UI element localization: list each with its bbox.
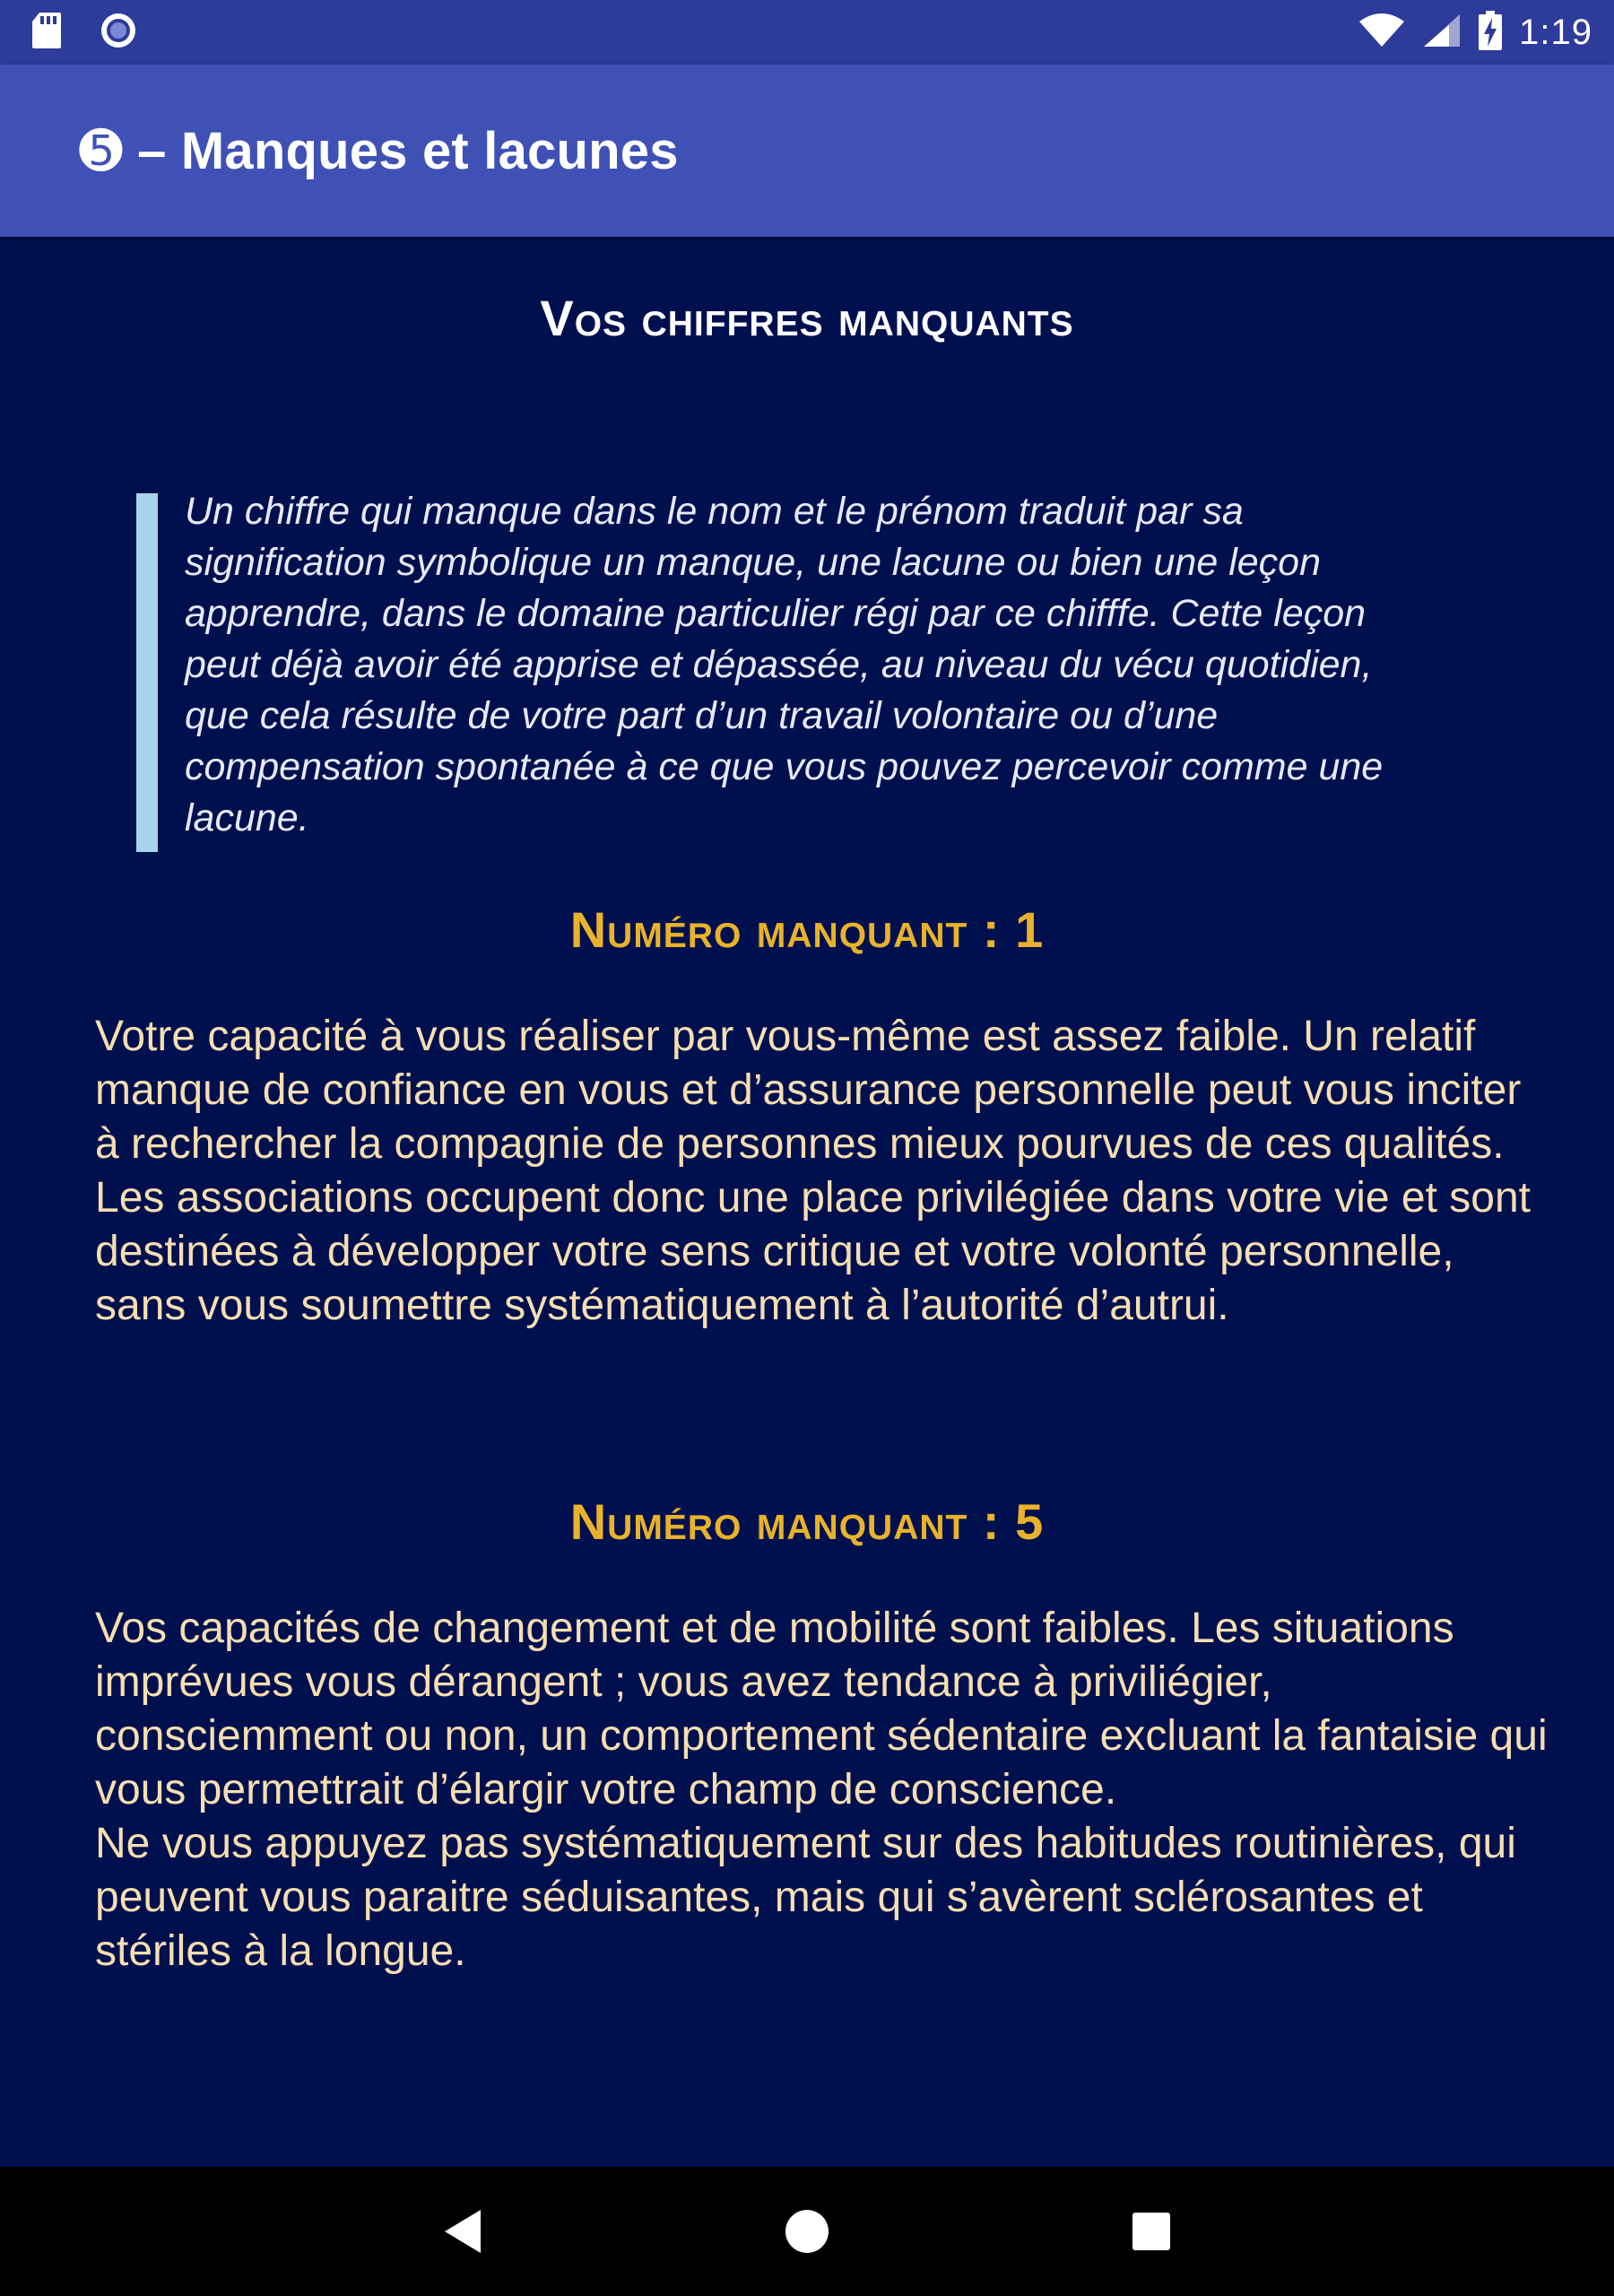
section-5-paragraph: Vos capacités de changement et de mobilité sont faibles. Les situations imprévues vous dérangent ; vous avez tendance à priviliégier, consciemment ou non, un comportement sédentaire excluant la fantaisie qui vous permettrait d’élargir votre champ de conscience. — [95, 1605, 1548, 1813]
section-title-1: Numéro manquant : 1 — [569, 901, 1045, 958]
wifi-icon — [1358, 13, 1406, 53]
sync-circle-icon — [99, 11, 138, 55]
app-title: ➎ – Manques et lacunes — [79, 122, 679, 180]
section-5-paragraph: Ne vous appuyez pas systématiquement sur des habitudes routinières, qui peuvent vous paraitre séduisantes, mais qui s’avèrent sclérosantes et stériles à la longue. — [95, 1820, 1516, 1975]
content-scroll[interactable] — [0, 237, 1614, 2167]
section-body-1 — [95, 1010, 1548, 1333]
navigation-bar — [0, 2167, 1614, 2296]
recents-icon[interactable] — [1123, 2203, 1180, 2260]
intro-quote — [136, 490, 1392, 852]
section-1-paragraph: Les associations occupent donc une place privilégiée dans votre vie et sont destinées à développer votre sens critique et votre volonté personnelle, sans vous soumettre systématiquement à l’autorité d’autrui. — [95, 1174, 1531, 1329]
status-bar — [0, 0, 1614, 65]
section-1-paragraph: Votre capacité à vous réaliser par vous-même est assez faible. Un relatif manque de confiance en vous et d’assurance personnelle peut vous inciter à rechercher la compagnie de personnes mieux pourvues de ces qualités. — [95, 1013, 1522, 1168]
home-icon[interactable] — [778, 2203, 836, 2260]
section-body-5 — [95, 1602, 1548, 1979]
intro-text: Un chiffre qui manque dans le nom et le prénom traduit par sa signification symbolique un manque, une lacune ou bien une leçon apprendre, dans le domaine particulier régi par ce chifffe. Cette leçon peut déjà avoir été apprise et dépassée, au niveau du vécu quotidien, que cela résulte de votre part d’un travail volontaire ou d’une compensation spontanée à ce que vous pouvez percevoir comme une lacune. — [185, 490, 1384, 839]
cell-signal-icon — [1422, 13, 1462, 53]
back-icon[interactable] — [434, 2203, 491, 2260]
status-time: 1:19 — [1519, 12, 1592, 52]
battery-charging-icon — [1478, 11, 1503, 55]
app-bar — [0, 65, 1614, 237]
sd-card-icon — [30, 11, 63, 55]
section-title-5: Numéro manquant : 5 — [569, 1493, 1045, 1550]
page-heading: Vos chiffres manquants — [540, 290, 1074, 346]
